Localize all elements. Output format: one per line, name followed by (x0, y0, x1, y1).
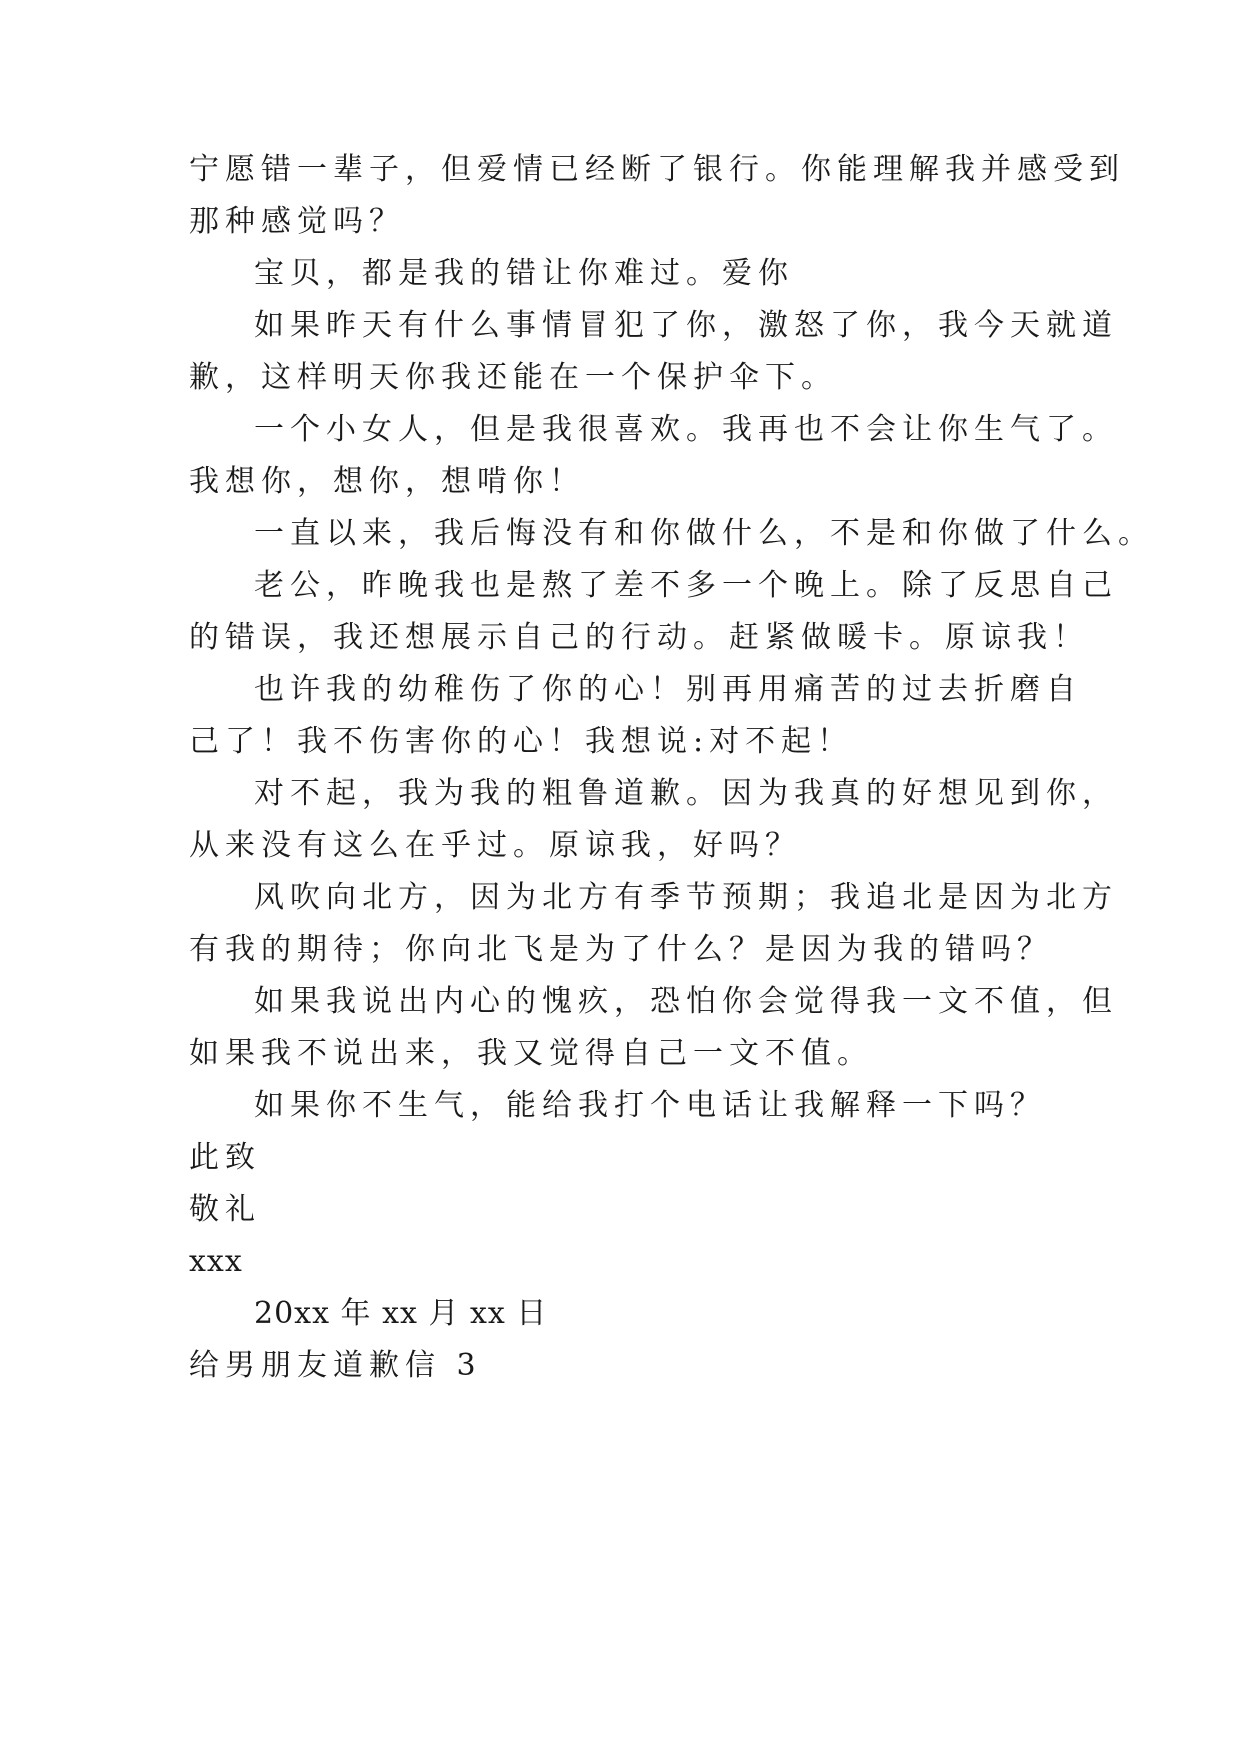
signature-name: xxx (189, 1244, 243, 1279)
closing-regards: 敬礼 (189, 1192, 261, 1227)
signature-date: 20xx 年 xx 月 xx 日 (254, 1296, 548, 1331)
body-text-line: 一直以来，我后悔没有和你做什么，不是和你做了什么。 (254, 516, 1154, 551)
body-text-line: 的错误，我还想展示自己的行动。赶紧做暖卡。原谅我！ (189, 620, 1089, 655)
body-text-line: 有我的期待；你向北飞是为了什么？是因为我的错吗？ (189, 932, 1053, 967)
body-text-line: 从来没有这么在乎过。原谅我，好吗？ (189, 828, 801, 863)
body-text-line: 那种感觉吗？ (189, 204, 405, 239)
body-text-line: 己了！我不伤害你的心！我想说:对不起！ (189, 724, 854, 759)
body-text-line: 也许我的幼稚伤了你的心！别再用痛苦的过去折磨自 (254, 672, 1082, 707)
body-text-line: 如果我说出内心的愧疚，恐怕你会觉得我一文不值，但 (254, 984, 1118, 1019)
body-text-line: 宁愿错一辈子，但爱情已经断了银行。你能理解我并感受到 (189, 152, 1125, 187)
body-text-line: 如果昨天有什么事情冒犯了你，激怒了你，我今天就道 (254, 308, 1118, 343)
section-heading: 给男朋友道歉信 3 (189, 1348, 482, 1383)
body-text-line: 风吹向北方，因为北方有季节预期；我追北是因为北方 (254, 880, 1118, 915)
body-text-line: 歉，这样明天你我还能在一个保护伞下。 (189, 360, 837, 395)
body-text-line: 我想你，想你，想啃你！ (189, 464, 585, 499)
body-text-line: 一个小女人，但是我很喜欢。我再也不会让你生气了。 (254, 412, 1118, 447)
closing-salutation: 此致 (189, 1140, 261, 1175)
body-text-line: 宝贝，都是我的错让你难过。爱你 (254, 256, 794, 291)
body-text-line: 对不起，我为我的粗鲁道歉。因为我真的好想见到你， (254, 776, 1118, 811)
body-text-line: 老公，昨晚我也是熬了差不多一个晚上。除了反思自己 (254, 568, 1118, 603)
body-text-line: 如果我不说出来，我又觉得自己一文不值。 (189, 1036, 873, 1071)
body-text-line: 如果你不生气，能给我打个电话让我解释一下吗？ (254, 1088, 1046, 1123)
